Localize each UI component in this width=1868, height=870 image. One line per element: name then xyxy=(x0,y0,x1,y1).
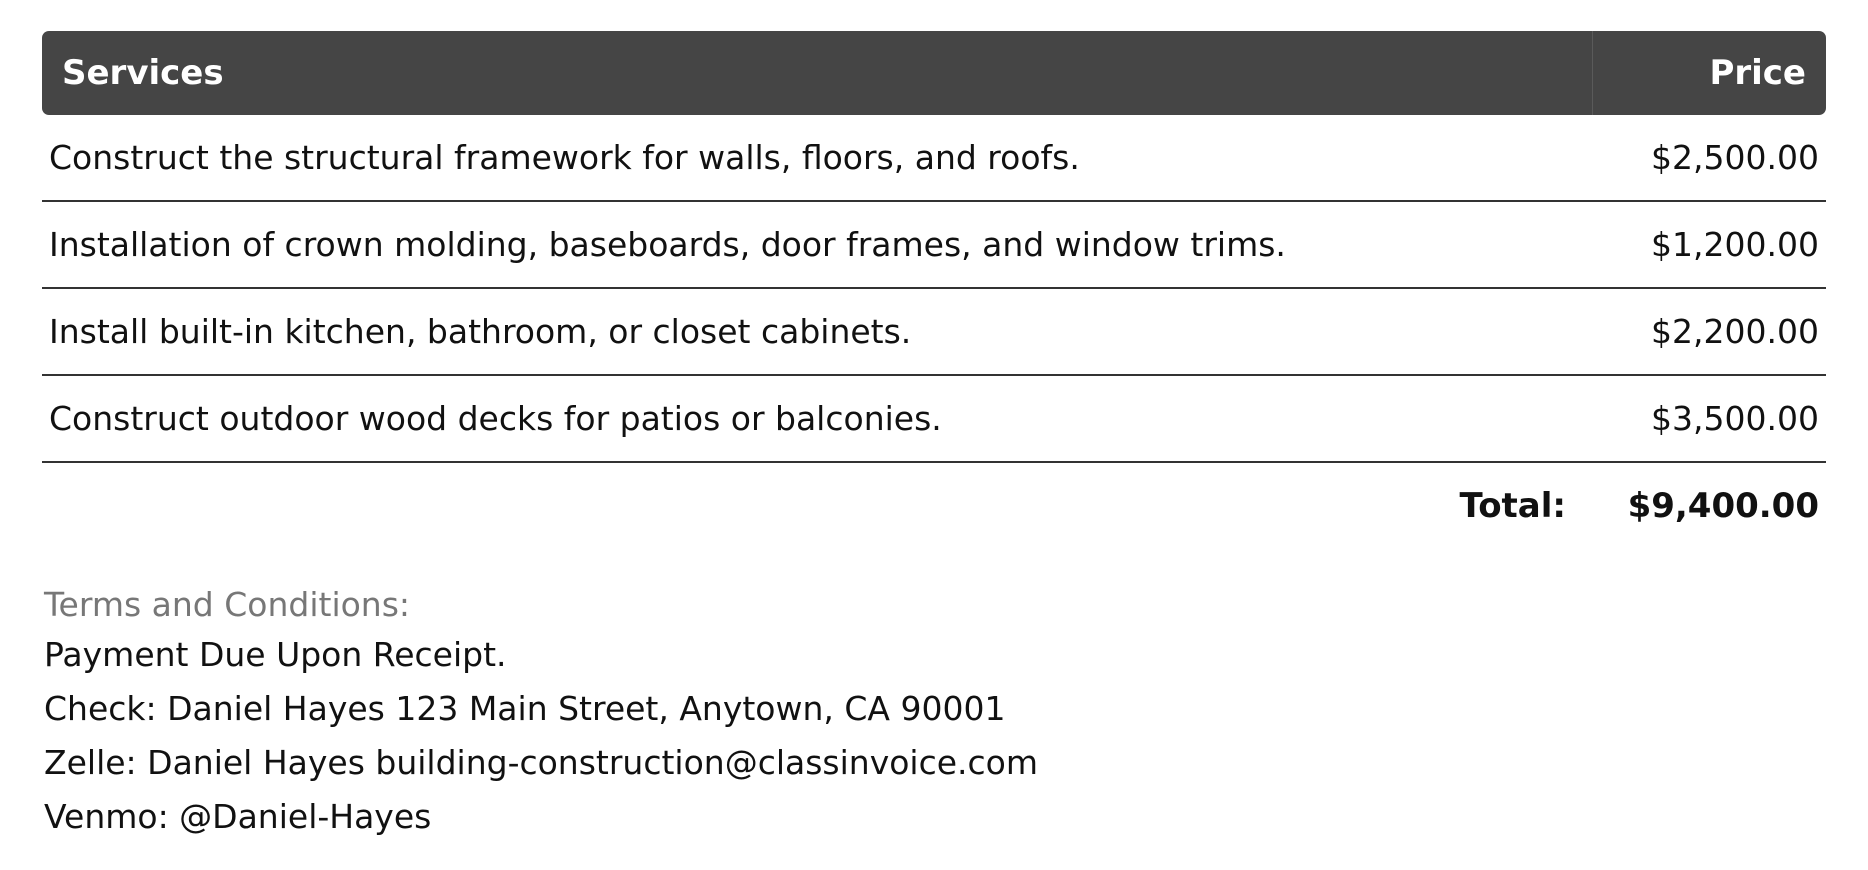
terms-heading: Terms and Conditions: xyxy=(44,585,411,624)
service-description: Construct the structural framework for walls, floors, and roofs. xyxy=(42,115,1592,201)
total-row xyxy=(42,462,1826,549)
service-price: $2,500.00 xyxy=(1592,115,1826,201)
table-body xyxy=(42,115,1826,462)
terms-section xyxy=(44,582,1038,844)
payment-due-line: Payment Due Upon Receipt. xyxy=(44,635,507,674)
service-description: Construct outdoor wood decks for patios or balconies. xyxy=(42,375,1592,462)
table-row xyxy=(42,375,1826,462)
venmo-payment-line: Venmo: @Daniel-Hayes xyxy=(44,797,432,836)
header-row xyxy=(42,31,1826,115)
service-price: $3,500.00 xyxy=(1592,375,1826,462)
service-description: Installation of crown molding, baseboards, door frames, and window trims. xyxy=(42,201,1592,288)
total-value: $9,400.00 xyxy=(1627,486,1819,526)
service-price: $2,200.00 xyxy=(1592,288,1826,375)
services-table xyxy=(42,31,1826,549)
table-footer xyxy=(42,462,1826,549)
table-row xyxy=(42,288,1826,375)
price-column-header: Price xyxy=(1592,31,1826,115)
table-row xyxy=(42,115,1826,201)
zelle-payment-line: Zelle: Daniel Hayes building-construction@classinvoice.com xyxy=(44,743,1038,782)
check-payment-line: Check: Daniel Hayes 123 Main Street, Anytown, CA 90001 xyxy=(44,689,1006,728)
table-row xyxy=(42,201,1826,288)
services-column-header: Services xyxy=(42,31,1592,115)
service-description: Install built-in kitchen, bathroom, or closet cabinets. xyxy=(42,288,1592,375)
total-label: Total: xyxy=(1459,486,1566,526)
table-header xyxy=(42,31,1826,115)
service-price: $1,200.00 xyxy=(1592,201,1826,288)
